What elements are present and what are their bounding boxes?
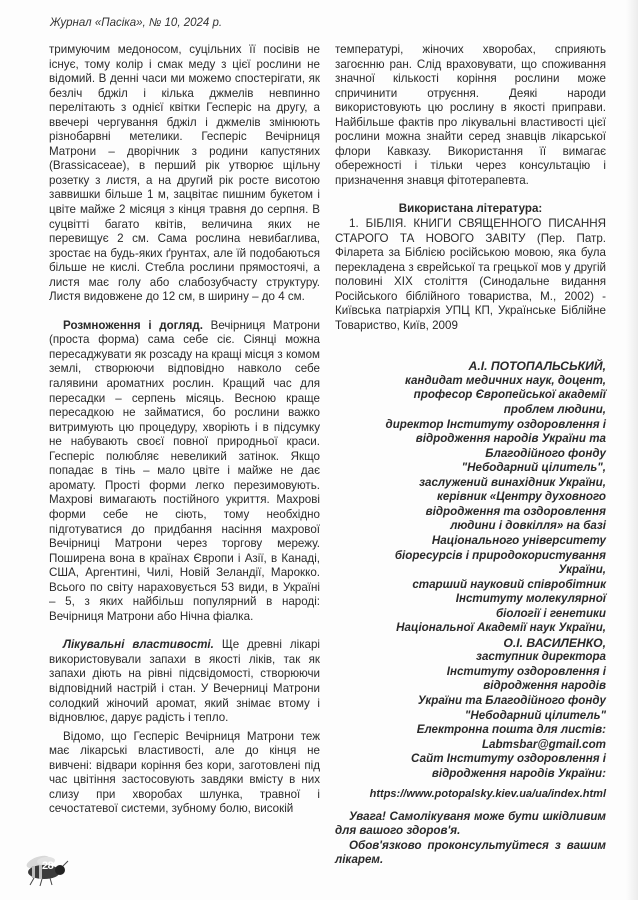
propagation-heading: Розмноження і догляд. [63, 318, 203, 332]
author-name-2: О.І. ВАСИЛЕНКО, [503, 635, 606, 650]
author-line: Благодійного фонду [485, 446, 606, 460]
page-number: 28 [42, 860, 54, 872]
medicinal-paragraph [49, 638, 320, 725]
continuation-paragraph: температурі, жіночих хворобах, сприяють загоєнню ран. Слід враховувати, що споживання значної кількості коріння рослини може спричинити отруєння. Деякі народи використовують цю рослину в якості приправи. Найбільше фактів про лікувальні властивості цієї рослини можна знайти серед знавців лікарської флори Кавказу. Використання її вимагає обережності і тільки через консультацію і призначення знавця фітотерапевта. [335, 43, 606, 187]
author-line: кандидат медичних наук, доцент, [405, 373, 606, 387]
author-line: директор Інституту оздоровлення і [385, 417, 606, 431]
email-link[interactable]: Labmsbar@gmail.com [481, 737, 606, 751]
author-line: відродження народів [483, 679, 606, 693]
literature-title: Використана література: [398, 202, 543, 216]
literature-item: 1. БІБЛІЯ. КНИГИ СВЯЩЕННОГО ПИСАННЯ СТАРОГО ТА НОВОГО ЗАВІТУ (Пер. Патр. Філарета за Біблією російською мовою, яка була перекладена з єврейської та грецької мов у другій половині XIX століття (Синодальне видання Російського біблійного товариства, М., 2002) - Київська патріархія УПЦ КП, Українське Біблійне Товариство, Київ, 2009 [335, 217, 606, 332]
author-line: "Небодарний цілитель" [464, 708, 606, 722]
author-line: Національного університету [431, 533, 606, 547]
website-label: Сайт Інституту оздоровлення і [411, 752, 606, 766]
warning-block [335, 810, 606, 868]
website-link[interactable]: https://www.potopalsky.kiev.ua/ua/index.html [369, 788, 606, 801]
warning-line-1: Увага! Самолікуваня може бути шкідливим для вашого здоров'я. [335, 809, 606, 838]
warning-line-2: Обов'язково проконсультуйтеся з вашим лікарем. [335, 838, 606, 867]
medicinal-heading: Лікувальні властивості. [63, 638, 214, 652]
intro-paragraph: тримуючим медоносом, суцільних її посівів не існує, тому колір і смак меду з цієї рослини не відомий. В денні часи ми можемо спостерігати, як безліч бджіл і кілька джмелів невпинно перелітають з однієї квітки Гесперіс на другу, а ввечері чергування бджіл і джмелів змінюють різнобарвні метелики. Гесперіс Вечірниця Матрони – дворічник з родини капустяних (Brassicaceae), в перший рік утворює щільну розетку з листя, а на другий рік росте висотою заввишки більше 1 м, зацвітає пишним букетом і цвіте майже 2 місяця з кінця травня до серпня. В суцвітті багато квітів, величина яких не перевищує 2 см. Сама рослина невибаглива, зростає на будь-яких ґрунтах, але їй подобаються більше не кислі. Стебла рослини прямостоячі, а листя має голу або слабозубчасту структуру. Листя видовжене до 12 см, в ширину – до 4 см. [49, 43, 320, 304]
medicinal-text: Ще древні лікарі використовували запахи в якості ліків, так як запахи діють на рівні підсвідомості, створюючи відповідний настрій і стан. У Вечерниці Матрони солодкий жіночий аромат, який знімає втому і відновлює, дарує радість і тепло. [49, 638, 320, 725]
right-column [335, 43, 606, 868]
author-line: старший науковий співробітник [412, 577, 606, 591]
left-column [49, 43, 320, 817]
author-line: Інституту оздоровлення і [446, 664, 606, 678]
author-line: України та Благодійного фонду [417, 693, 606, 707]
author-line: заслужений винахідник України, [419, 475, 606, 489]
author-block [335, 359, 606, 801]
author-line: проблем людини, [503, 403, 606, 417]
author-line: заступник директора [476, 650, 606, 664]
propagation-paragraph [49, 319, 320, 624]
author-line: України, [558, 563, 606, 577]
email-label: Електронна пошта для листів: [416, 723, 606, 737]
scan-edge-shade [626, 0, 638, 900]
author-name-1: А.І. ПОТОПАЛЬСЬКИЙ, [468, 359, 606, 374]
author-line: Національної Академії наук України, [396, 621, 606, 635]
author-line: керівник «Центру духовного [437, 490, 606, 504]
medicinal-paragraph-2: Відомо, що Гесперіс Вечірниця Матрони теж має лікарські властивості, але до кінця не вивчені: відвари коріння без кори, заготовлені під час цвітіння застосовують завдяки вмісту в них слизу при хворобах шлунка, травної і сечостатевої системи, зубному болю, високій [49, 729, 320, 816]
author-line: людини і довкілля» на базі [450, 519, 606, 533]
author-line: біоресурсів і природокористування [394, 548, 606, 562]
journal-header: Журнал «Пасіка», № 10, 2024 р. [50, 17, 223, 29]
author-line: Інституту молекулярної [455, 592, 606, 606]
propagation-text: Вечірниця Матрони (проста форма) сама себе сіє. Сіянці можна пересаджувати як розсаду на кращі місця з комом землі, створюючи відповідно навколо себе галявини ароматних рослин. Кращий час для пересадки – серпень місяць. Весною краще пересадкою не займатися, бо рослини важко витримують цю процедуру, хворіють і в підсумку не набувають своєї повної природньої краси. Гесперіс полюбляє невеликий затінок. Якщо попадає в тінь – мало цвіте і майже не дає аромату. Прості форми легко перезимовують. Махрові вимагають постійного укриття. Махрові форми себе не сіють, тому необхідно підготуватися до придбання насіння махрової Вечірниці Матрони через торгову мережу. Поширена вона в країнах Європи і Азії, в Канаді, США, Аргентині, Чилі, Новій Зеландії, Марокко. Всього по світу нараховується 53 види, в Україні – 5, з яких найбільш популярний в народі: Вечірниця Матрони або Нічна фіалка. [49, 318, 321, 623]
website-label-2: відродження народів України: [431, 766, 606, 780]
author-line: відродження та оздоровлення [425, 504, 606, 518]
author-line: "Небодарний цілитель", [461, 461, 606, 475]
author-line: відродження народів України та [415, 432, 606, 446]
author-line: професор Європейської академії [413, 388, 606, 402]
author-line: біології і генетики [495, 606, 606, 620]
